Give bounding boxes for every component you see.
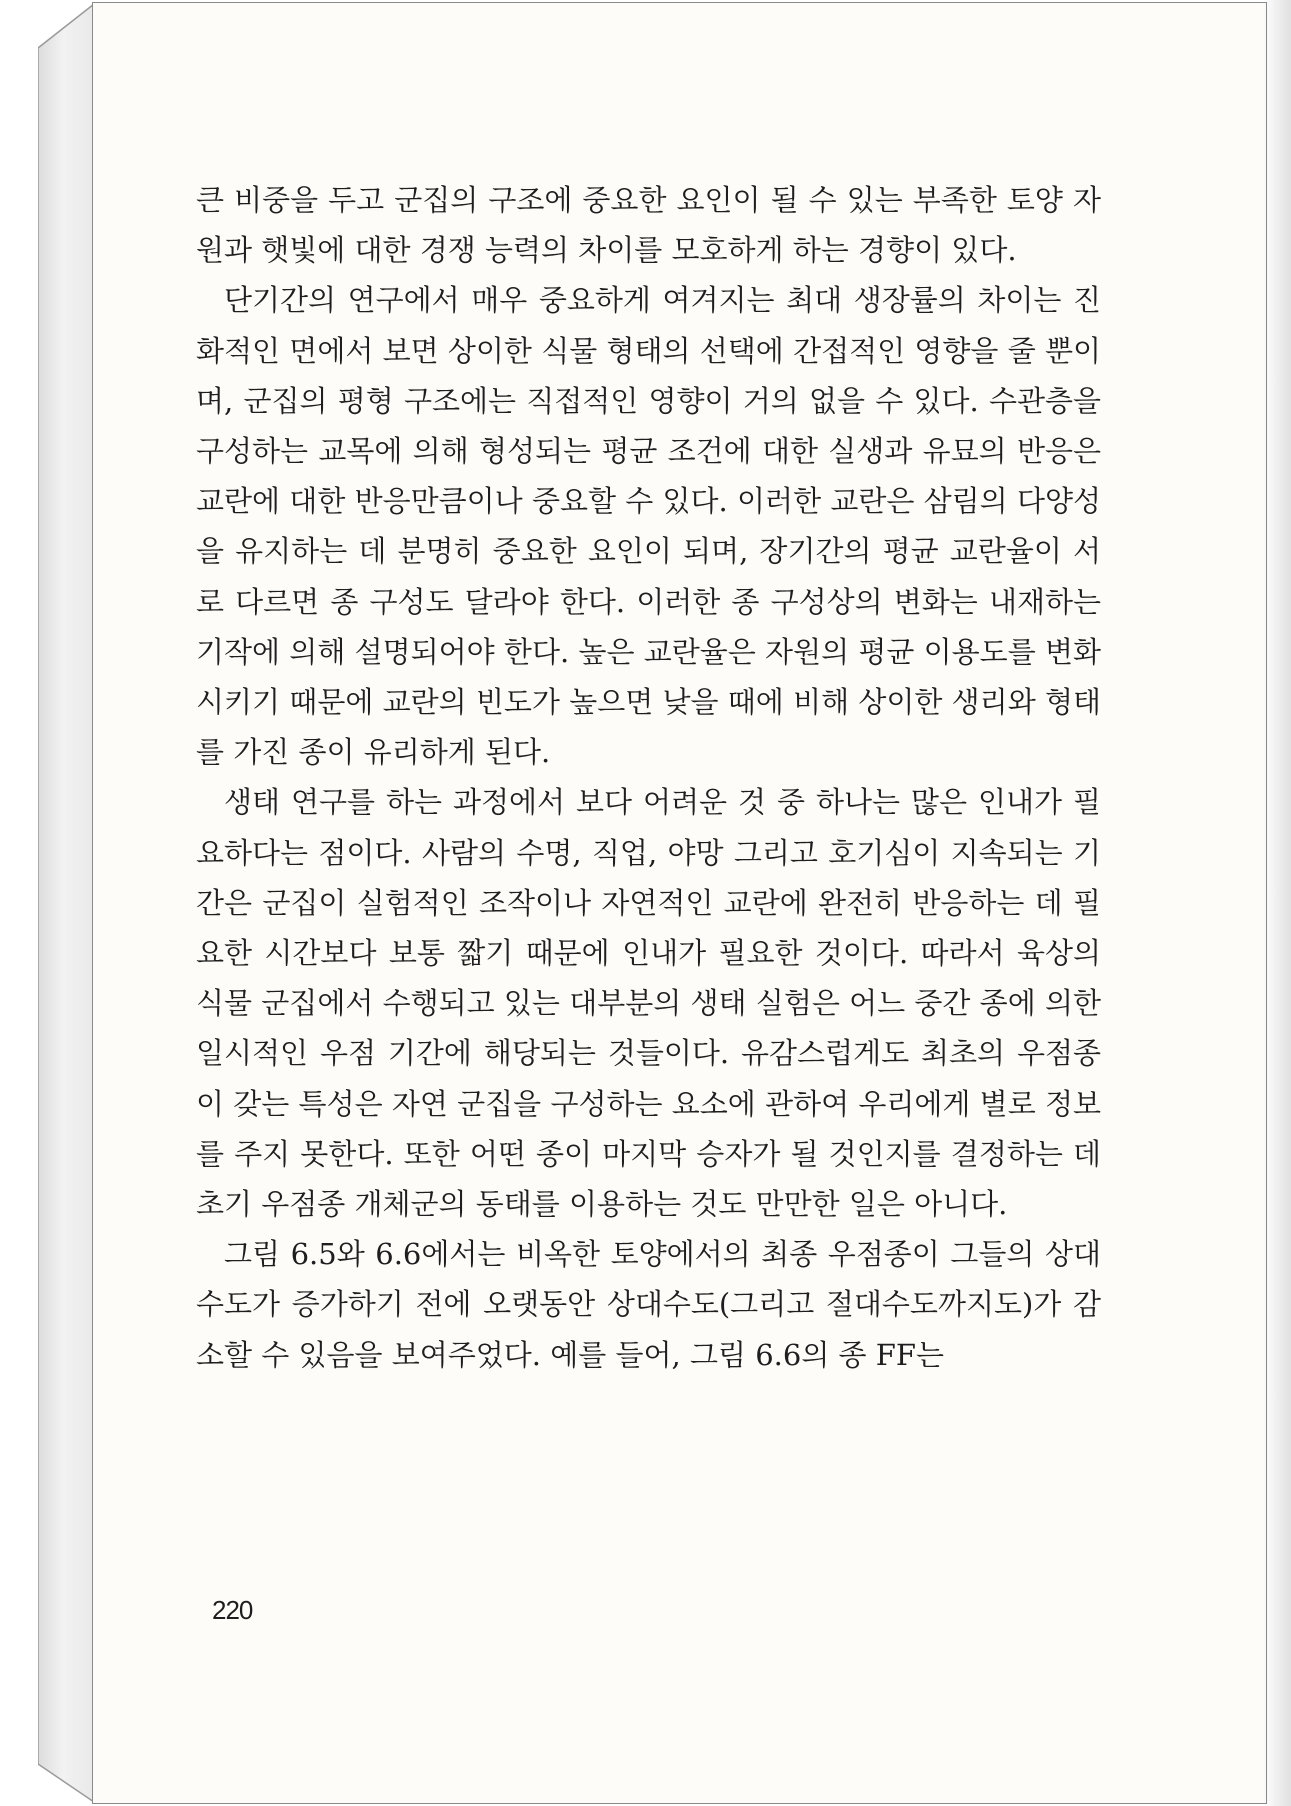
book-spine-edge [38, 4, 94, 1802]
paragraph-4: 그림 6.5와 6.6에서는 비옥한 토양에서의 최종 우점종이 그들의 상대수도가 증가하기 전에 오랫동안 상대수도(그리고 절대수도까지도)가 감소할 수 있음을 보여주었다. 예를 들어, 그림 6.6의 종 FF는 [196, 1237, 1101, 1372]
paragraph-2: 단기간의 연구에서 매우 중요하게 여겨지는 최대 생장률의 차이는 진화적인 면에서 보면 상이한 식물 형태의 선택에 간접적인 영향을 줄 뿐이며, 군집의 평형 구조에는 직접적인 영향이 거의 없을 수 있다. 수관층을 구성하는 교목에 의해 형성되는 평균 조건에 대한 실생과 유묘의 반응은 교란에 대한 반응만큼이나 중요할 수 있다. 이러한 교란은 삼림의 다양성을 유지하는 데 분명히 중요한 요인이 되며, 장기간의 평균 교란율이 서로 다르면 종 구성도 달라야 한다. 이러한 종 구성상의 변화는 내재하는 기작에 의해 설명되어야 한다. 높은 교란율은 자원의 평균 이용도를 변화시키기 때문에 교란의 빈도가 높으면 낮을 때에 비해 상이한 생리와 형태를 가진 종이 유리하게 된다. [196, 283, 1101, 770]
paragraph-1: 큰 비중을 두고 군집의 구조에 중요한 요인이 될 수 있는 부족한 토양 자원과 햇빛에 대한 경쟁 능력의 차이를 모호하게 하는 경향이 있다. [196, 183, 1101, 268]
body-text [196, 175, 1101, 1380]
page-number: 220 [212, 1595, 253, 1625]
paragraph-3: 생태 연구를 하는 과정에서 보다 어려운 것 중 하나는 많은 인내가 필요하다는 점이다. 사람의 수명, 직업, 야망 그리고 호기심이 지속되는 기간은 군집이 실험적인 조작이나 자연적인 교란에 완전히 반응하는 데 필요한 시간보다 보통 짧기 때문에 인내가 필요한 것이다. 따라서 육상의 식물 군집에서 수행되고 있는 대부분의 생태 실험은 어느 중간 종에 의한 일시적인 우점 기간에 해당되는 것들이다. 유감스럽게도 최초의 우점종이 갖는 특성은 자연 군집을 구성하는 요소에 관하여 우리에게 별로 정보를 주지 못한다. 또한 어떤 종이 마지막 승자가 될 것인지를 결정하는 데 초기 우점종 개체군의 동태를 이용하는 것도 만만한 일은 아니다. [196, 785, 1101, 1222]
page-right-shadow [1263, 0, 1291, 1806]
